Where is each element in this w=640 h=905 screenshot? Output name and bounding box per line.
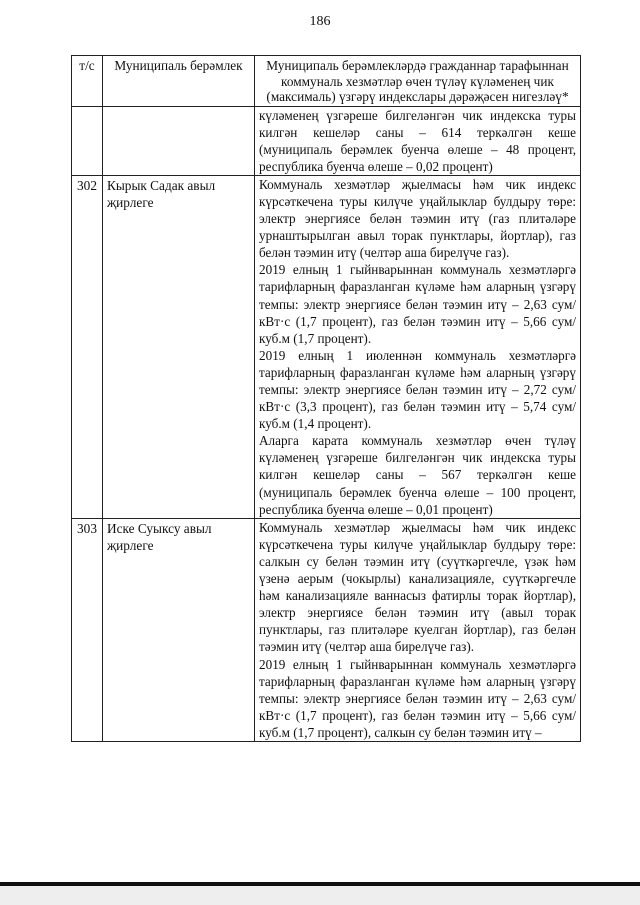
description-paragraph: Коммуналь хезмәтләр җыелмасы һәм чик индекс күрсәткечена туры килүче уңайлыклар булдыру төре: электр энергиясе белән тәэмин итү (газ плитәләре урнаштырылган авыл торак пунктлары, йортлар), газ белән тәэмин итү (челтәр аша бирелүче газ). xyxy=(259,176,576,261)
description-paragraph: 2019 елның 1 гыйнварыннан коммуналь хезмәтләргә тарифларның фаразланган күләме һәм аларның үзгәрү темпы: электр энергиясе белән тәэмин итү – 2,63 сум/кВт·с (1,7 процент), газ белән тәэмин итү – 5,66 сум/куб.м (1,7 процент). xyxy=(259,262,576,346)
page-number: 186 xyxy=(309,14,331,29)
description-paragraph: Аларга карата коммуналь хезмәтләр өчен түләү күләменең үзгәреше билгеләнгән чик индекска туры килгән кешеләр саны – 567 теркәлгән кеше (муниципаль берәмлек буенча өлеше – 100 процент, республика буенча өлеше – 0,01 процент) xyxy=(259,433,576,517)
row-num xyxy=(72,106,103,175)
row-description xyxy=(255,106,581,175)
row-municipality: Иске Суыксу авыл җирлеге xyxy=(103,518,255,741)
header-municipality: Муниципаль берәмлек xyxy=(103,56,255,107)
header-num: т/с xyxy=(72,56,103,107)
description-paragraph: 2019 елның 1 гыйнварыннан коммуналь хезмәтләргә тарифларның фаразланган күләме һәм аларның үзгәрү темпы: электр энергиясе белән тәэмин итү – 2,63 сум/кВт·с (1,7 процент), газ белән тәэмин итү – 5,66 сум/куб.м (1,7 процент), салкын су белән тәэмин итү – xyxy=(259,656,576,740)
row-num: 302 xyxy=(72,175,103,518)
table-header-row xyxy=(72,56,581,107)
description-paragraph: Коммуналь хезмәтләр җыелмасы һәм чик индекс күрсәткечена туры килүче уңайлыклар булдыру төре: салкын су белән тәэмин итү (суүткәргечле, үзәк һәм үзенә аерым (чокырлы) канализацияле, суүткәргечле һәм канализацияле ваннасыз фатирлы торак йортлар), электр энергиясе белән тәэмин итү (авыл торак пунктлары, газ плитәләре куелган йортлар), газ белән тәэмин итү (челтәр аша бирелүче газ). xyxy=(259,519,576,655)
table-row-303 xyxy=(72,518,581,741)
scan-edge-shade xyxy=(0,886,640,905)
header-description: Муниципаль берәмлекләрдә гражданнар тарафыннан коммуналь хезмәтләр өчен түләү күләменең чик (максималь) үзгәрү индекслары дәрәҗәсен нигезләү* xyxy=(255,56,581,107)
description-paragraph: 2019 елның 1 июленнән коммуналь хезмәтләргә тарифларның фаразланган күләме һәм аларның үзгәрү темпы: электр энергиясе белән тәэмин итү – 2,72 сум/кВт·с (3,3 процент), газ белән тәэмин итү – 5,74 сум/куб.м (1,4 процент). xyxy=(259,347,576,432)
description-paragraph: күләменең үзгәреше билгеләнгән чик индекска туры килгән кешеләр саны – 614 теркәлгән кеше (муниципаль берәмлек буенча өлеше – 48 процент, республика буенча өлеше – 0,02 процент) xyxy=(259,107,576,174)
row-municipality: Кырык Садак авыл җирлеге xyxy=(103,175,255,518)
table-row-302 xyxy=(72,175,581,518)
row-num: 303 xyxy=(72,518,103,741)
row-description xyxy=(255,518,581,741)
row-municipality xyxy=(103,106,255,175)
row-description xyxy=(255,175,581,518)
indices-table xyxy=(71,55,581,742)
table-row-continuation xyxy=(72,106,581,175)
